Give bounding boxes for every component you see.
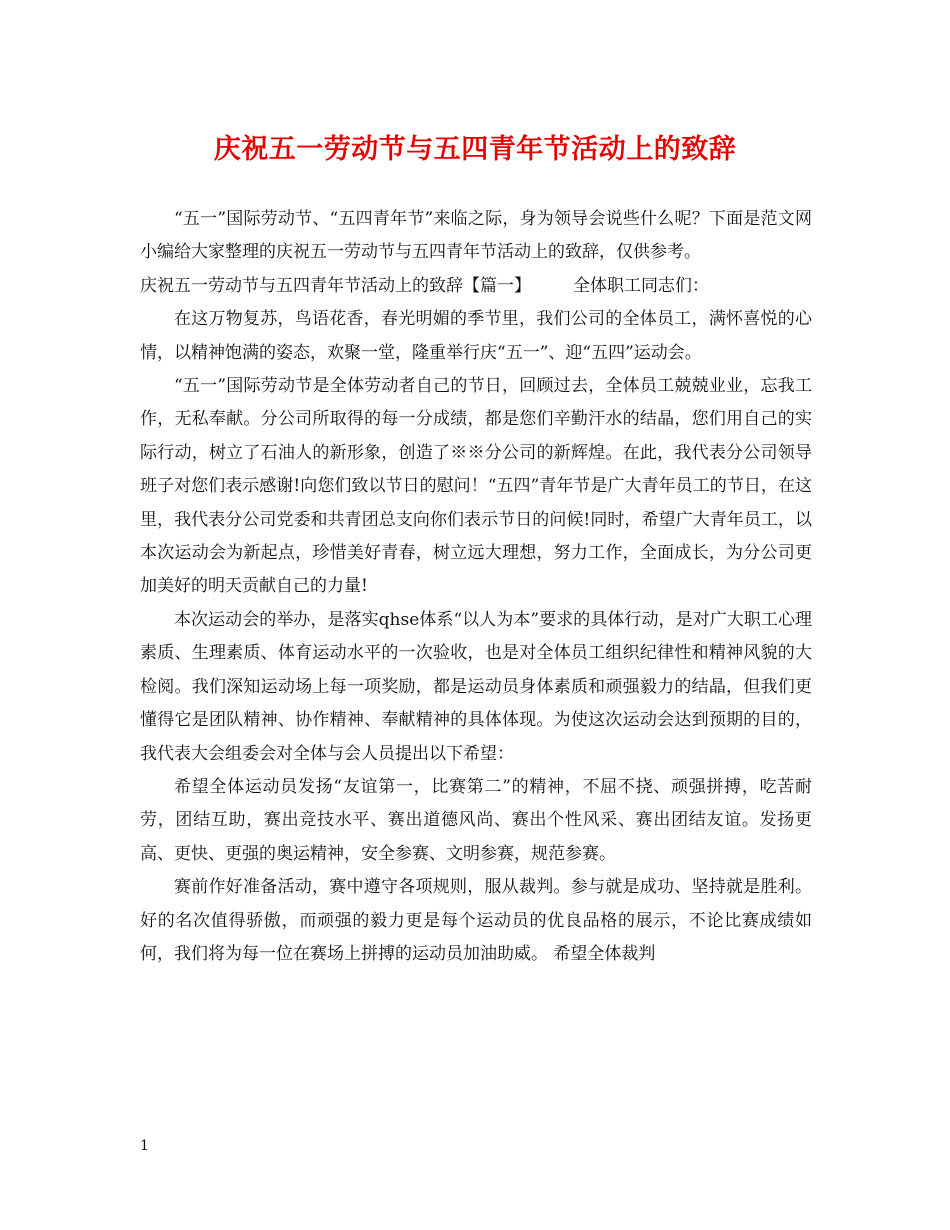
intro-paragraph: “五一”国际劳动节、“五四青年节”来临之际，身为领导会说些什么呢？下面是范文网小编给大家整理的庆祝五一劳动节与五四青年节活动上的致辞，仅供参考。 (140, 209, 812, 263)
page-number: 1 (140, 1138, 149, 1154)
section-heading: 庆祝五一劳动节与五四青年节活动上的致辞【篇一】 (140, 275, 531, 296)
body-paragraph: 赛前作好准备活动，赛中遵守各项规则，服从裁判。参与就是成功、坚持就是胜利。好的名次值得骄傲，而顽强的毅力更是每个运动员的优良品格的展示，不论比赛成绩如何，我们将为每一位在赛场上拼搏的运动员加油助威。 希望全体裁判 (140, 877, 812, 964)
body-paragraph: 希望全体运动员发扬“友谊第一，比赛第二”的精神，不屈不挠、顽强拼搏，吃苦耐劳，团结互助，赛出竞技水平、赛出道德风尚、赛出个性风采、赛出团结友谊。发扬更高、更快、更强的奥运精神，安全参赛、文明参赛，规范参赛。 (140, 776, 812, 864)
body-paragraph: 本次运动会的举办，是落实qhse体系“以人为本”要求的具体行动，是对广大职工心理素质、生理素质、体育运动水平的一次验收，也是对全体员工组织纪律性和精神风貌的大检阅。我们深知运动场上每一项奖励，都是运动员身体素质和顽强毅力的结晶，但我们更懂得它是团队精神、协作精神、奉献精神的具体体现。为使这次运动会达到预期的目的，我代表大会组委会对全体与会人员提出以下希望： (140, 609, 812, 764)
document-title: 庆祝五一劳动节与五四青年节活动上的致辞 (213, 134, 737, 165)
body-paragraph: 在这万物复苏，鸟语花香，春光明媚的季节里，我们公司的全体员工，满怀喜悦的心情，以精神饱满的姿态，欢聚一堂，隆重举行庆“五一”、迎“五四”运动会。 (140, 309, 812, 363)
document-body (140, 203, 812, 971)
salutation: 全体职工同志们： (573, 275, 709, 296)
section-heading-line (140, 270, 812, 303)
body-paragraph: “五一”国际劳动节是全体劳动者自己的节日，回顾过去，全体员工兢兢业业，忘我工作，无私奉献。分公司所取得的每一分成绩，都是您们辛勤汗水的结晶，您们用自己的实际行动，树立了石油人的新形象，创造了※※分公司的新辉煌。在此，我代表分公司领导班子对您们表示感谢!向您们致以节日的慰问！“五四”青年节是广大青年员工的节日，在这里，我代表分公司党委和共青团总支向你们表示节日的问候!同时，希望广大青年员工，以本次运动会为新起点，珍惜美好青春，树立远大理想，努力工作，全面成长，为分公司更加美好的明天贡献自己的力量! (140, 376, 812, 597)
